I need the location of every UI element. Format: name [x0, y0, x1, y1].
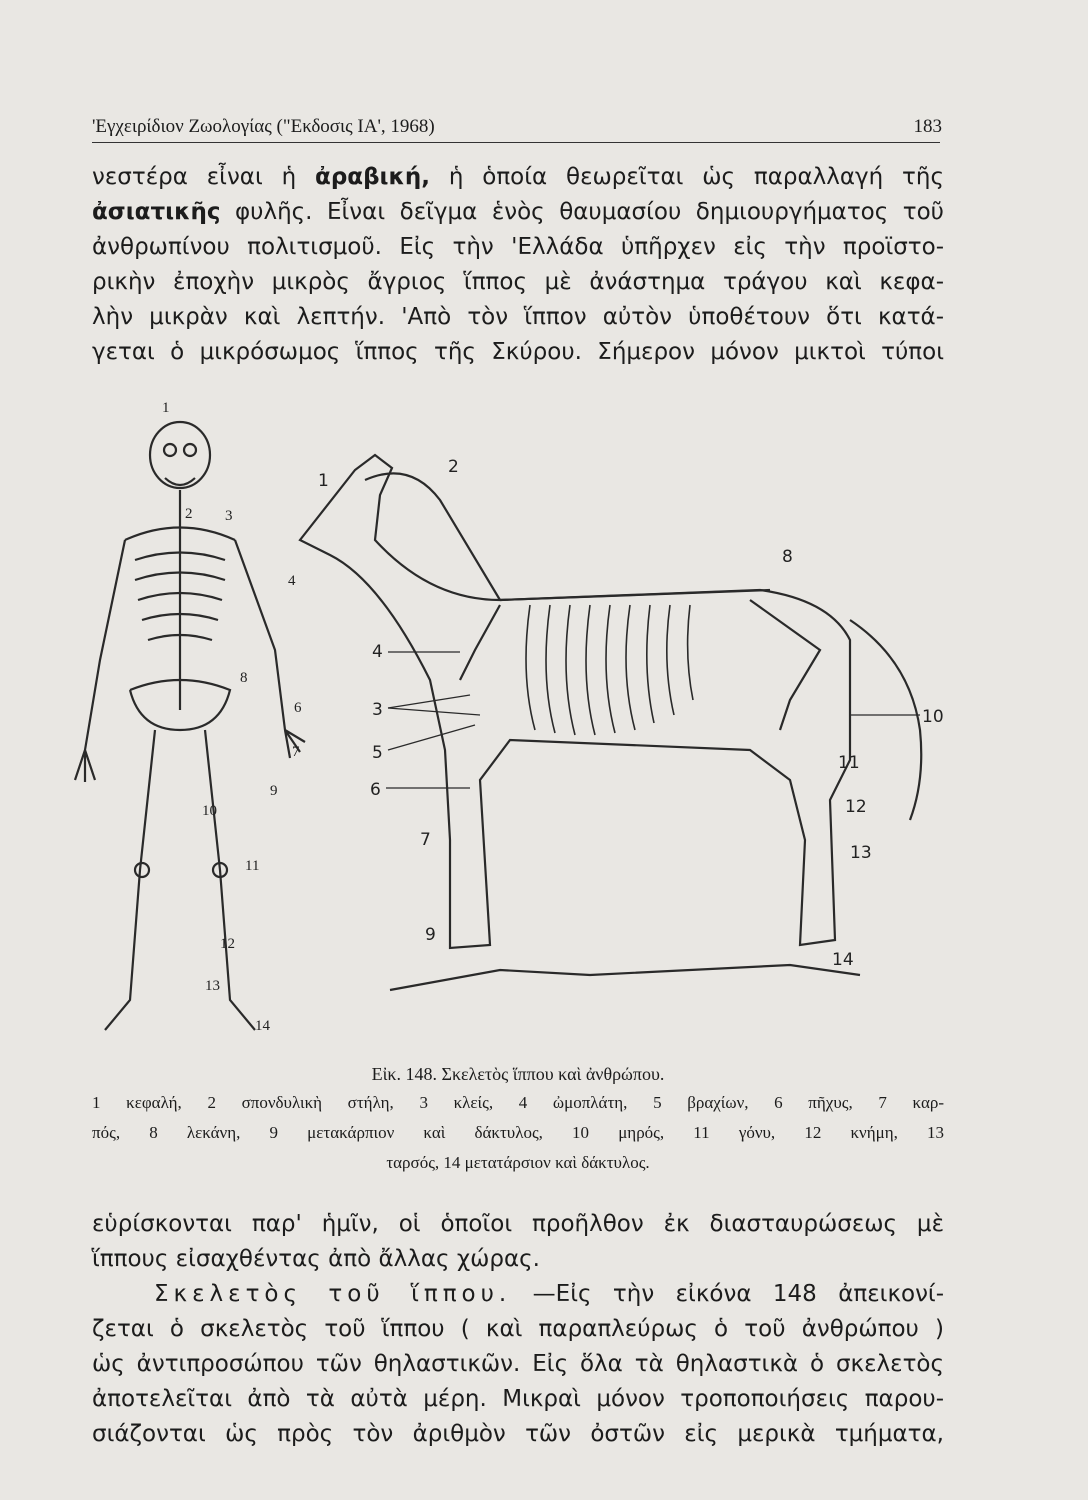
svg-text:4: 4: [372, 642, 383, 662]
svg-text:13: 13: [205, 978, 220, 994]
paragraph-arabian-horse: [92, 160, 944, 370]
text-line: ζεται ὁ σκελετὸς τοῦ ἵππου ( καὶ παραπλεύρως ὁ τοῦ ἀνθρώπου ): [92, 1316, 944, 1342]
svg-text:7: 7: [292, 744, 300, 760]
bold-term: ἀσιατικῆς: [92, 199, 221, 225]
svg-text:2: 2: [448, 457, 459, 477]
text-segment: ρικὴν ἐποχὴν μικρὸς ἄγριος ἵππος μὲ ἀνάστημα τράγου καὶ κεφα-: [92, 269, 944, 295]
figure-148: [30, 400, 990, 1060]
caption-title: Εἰκ. 148. Σκελετὸς ἵππου καὶ ἀνθρώπου.: [371, 1064, 665, 1084]
text-line-rest: —Εἰς τὴν εἰκόνα 148 ἀπεικονί-: [511, 1281, 945, 1307]
text-line: ὡς ἀντιπροσώπου τῶν θηλαστικῶν. Εἰς ὅλα τὰ θηλαστικὰ ὁ σκελετὸς: [92, 1351, 944, 1377]
text-segment: λὴν μικρὰν καὶ λεπτήν. 'Απὸ τὸν ἵππον αὐτὸν ὑποθέτουν ὅτι κατά-: [92, 304, 944, 330]
svg-text:6: 6: [370, 780, 381, 800]
svg-text:12: 12: [845, 797, 867, 817]
text-line: [92, 265, 944, 300]
caption-line: πός, 8 λεκάνη, 9 μετακάρπιον καὶ δάκτυλος, 10 μηρός, 11 γόνυ, 12 κνήμη, 13: [92, 1123, 944, 1142]
text-segment: γεται ὁ μικρόσωμος ἵππος τῆς Σκύρου. Σήμερον μόνον μικτοὶ τύποι: [92, 339, 944, 365]
svg-text:1: 1: [318, 471, 329, 491]
header-rule: [92, 142, 940, 143]
svg-text:11: 11: [245, 858, 260, 874]
text-line: [92, 195, 944, 230]
paragraph-horse-skeleton: [92, 1207, 944, 1452]
text-line: [92, 300, 944, 335]
text-line: εὑρίσκονται παρ' ἡμῖν, οἱ ὁποῖοι προῆλθον ἐκ διασταυρώσεως μὲ: [92, 1211, 944, 1237]
running-header: [92, 114, 942, 144]
text-segment: νεστέρα εἶναι ἡ: [92, 164, 316, 190]
svg-text:14: 14: [255, 1018, 270, 1034]
svg-text:14: 14: [832, 950, 854, 970]
text-line: σιάζονται ὡς πρὸς τὸν ἀριθμὸν τῶν ὀστῶν εἰς μερικὰ τμήματα,: [92, 1421, 944, 1447]
text-line: ἀποτελεῖται ἀπὸ τὰ αὐτὰ μέρη. Μικραὶ μόνον τροποποιήσεις παρου-: [92, 1386, 944, 1412]
horse-skeleton-drawing: [300, 455, 921, 990]
svg-text:2: 2: [185, 506, 193, 522]
svg-text:4: 4: [288, 573, 296, 589]
svg-text:3: 3: [225, 508, 233, 524]
text-line: [92, 230, 944, 265]
svg-text:5: 5: [372, 743, 383, 763]
svg-text:11: 11: [838, 753, 860, 773]
bold-term: ἀραβική,: [315, 164, 430, 190]
text-line: [92, 335, 944, 370]
svg-text:3: 3: [372, 700, 383, 720]
text-segment: ἀνθρωπίνου πολιτισμοῦ. Εἰς τὴν 'Ελλάδα ὑπῆρχεν εἰς τὴν προϊστο-: [92, 234, 944, 260]
svg-text:10: 10: [202, 803, 217, 819]
svg-text:8: 8: [240, 670, 248, 686]
svg-text:13: 13: [850, 843, 872, 863]
caption-line: ταρσός, 14 μετατάρσιον καὶ δάκτυλος.: [386, 1153, 650, 1172]
svg-text:10: 10: [922, 707, 944, 727]
caption-line: 1 κεφαλή, 2 σπονδυλικὴ στήλη, 3 κλείς, 4 ὠμοπλάτη, 5 βραχίων, 6 πῆχυς, 7 καρ-: [92, 1093, 944, 1112]
svg-text:6: 6: [294, 700, 302, 716]
text-line: [92, 1277, 944, 1312]
text-segment: φυλῆς. Εἶναι δεῖγμα ἑνὸς θαυμασίου δημιουργήματος τοῦ: [220, 199, 944, 225]
figure-caption: [92, 1060, 944, 1178]
svg-text:9: 9: [270, 783, 278, 799]
skeleton-illustration: [30, 400, 990, 1060]
svg-text:1: 1: [162, 400, 170, 416]
svg-text:12: 12: [220, 936, 235, 952]
svg-text:8: 8: [782, 547, 793, 567]
svg-text:7: 7: [420, 830, 431, 850]
text-segment: ἡ ὁποία θεωρεῖται ὡς παραλλαγή τῆς: [429, 164, 944, 190]
human-labels: [162, 400, 302, 1034]
text-line: [92, 160, 944, 195]
book-title: 'Εγχειρίδιον Ζωολογίας ("Εκδοσις ΙΑ', 1968): [92, 116, 435, 137]
svg-text:9: 9: [425, 925, 436, 945]
text-line: ἵππους εἰσαχθέντας ἀπὸ ἄλλας χώρας.: [92, 1246, 540, 1272]
page-number: 183: [913, 116, 942, 137]
section-heading: Σκελετὸς τοῦ ἵππου.: [154, 1281, 512, 1307]
